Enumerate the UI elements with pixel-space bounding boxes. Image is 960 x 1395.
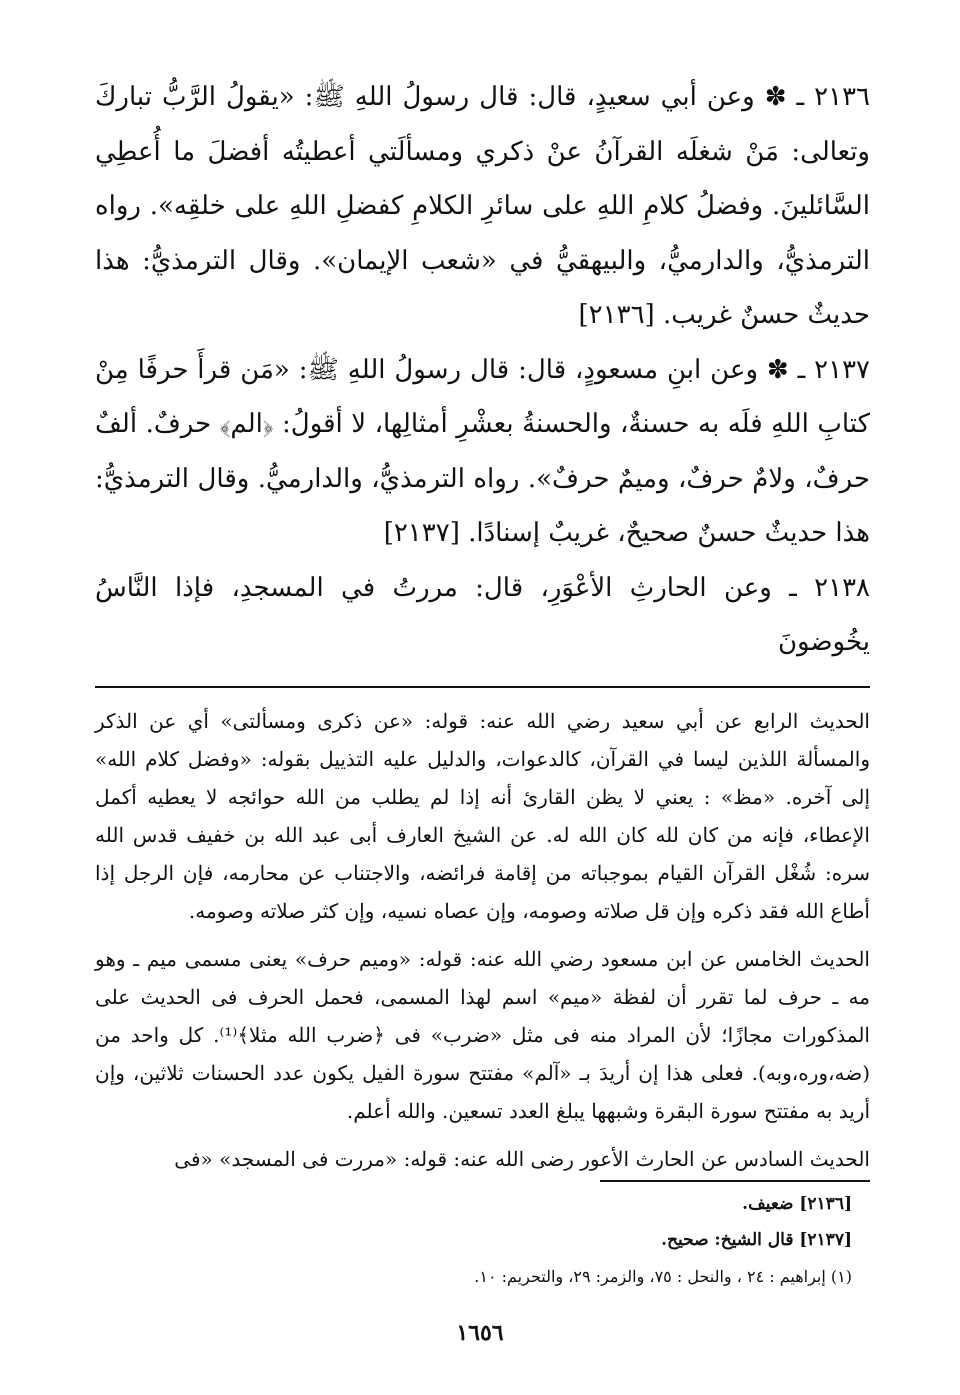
footnote-2137: [٢١٣٧] قال الشيخ: صحيح. (661, 1229, 852, 1250)
main-text-block (95, 70, 870, 1188)
footnote-2136: [٢١٣٦] ضعيف. (742, 1193, 852, 1214)
commentary-paragraph-4: الحديث الرابع عن أبي سعيد رضي الله عنه: قوله: «عن ذكرى ومسألتى» أي عن الذكر والمسألة اللذين ليسا في القرآن، كالدعوات، والدليل عليه التذييل بقوله: «وفضل كلام الله» إلى آخره. «مظ» : يعني لا يظن القارئ أنه إذا لم يطلب من الله حوائجه لا يعطيه أكمل الإعطاء، فإنه من كان لله كان الله له. عن الشيخ العارف أبى عبد الله بن خفيف قدس الله سره: شُغْل القرآن القيام بموجباته من إقامة فرائضه، والاجتناب عن محارمه، فإن الرجل إذا أطاع الله فقد ذكره وإن قل صلاته وصومه، وإن عصاه نسيه، وإن كثر صلاته وصومه. (95, 708, 871, 923)
footnote-1: (١) إبراهيم : ٢٤ ، والنحل : ٧٥، والزمر: ٢٩، والتحريم: ١٠. (474, 1266, 852, 1286)
hadith-2137: ٢١٣٧ ـ ✽ وعن ابنِ مسعودٍ، قال: قال رسولُ اللهِ ﷺ: «مَن قرأَ حرفًا مِنْ كتابِ اللهِ فلَه به حسنةٌ، والحسنةُ بعشْرِ أمثالِها، لا أقولُ: ﴿الم﴾ حرفٌ. ألفٌ حرفٌ، ولامٌ حرفٌ، وميمٌ حرفٌ». رواه الترمذيُّ، والدارميُّ. وقال الترمذيُّ: هذا حديثٌ حسنٌ صحيحٌ، غريبٌ إسنادًا. [٢١٣٧] (95, 354, 870, 548)
commentary-paragraph-5: الحديث الخامس عن ابن مسعود رضي الله عنه: قوله: «وميم حرف» يعنى مسمى ميم ـ وهو مه ـ حرف لما تقرر أن لفظة «ميم» اسم لهذا المسمى، فحمل الحرف فى الحديث على المذكورات مجازًا؛ لأن المراد منه فى مثل «ضرب» فى ﴿ضرب الله مثلا﴾⁽¹⁾. كل واحد من (ضه،وره،وبه). فعلى هذا إن أريدَ بـ «آلم» مفتتح سورة الفيل يكون عدد الحسنات ثلاثين، وإن أريد به مفتتح سورة البقرة وشبهها يبلغ العدد تسعين. والله أعلم. (95, 946, 870, 1123)
commentary-divider (95, 686, 870, 688)
hadith-2138: ٢١٣٨ ـ وعن الحارثِ الأعْوَرِ، قال: مررتُ في المسجدِ، فإذا النَّاسُ يخُوضونَ (95, 572, 870, 657)
commentary-paragraph-6: الحديث السادس عن الحارث الأعور رضى الله عنه: قوله: «مررت فى المسجد» «فى (174, 1146, 870, 1171)
hadith-2136: ٢١٣٦ ـ ✽ وعن أبي سعيدٍ، قال: قال رسولُ اللهِ ﷺ: «يقولُ الرَّبُّ تباركَ وتعالى: مَنْ شغلَه القرآنُ عنْ ذكري ومسألَتي أعطيتُه أفضلَ ما أُعطِي السَّائلينَ. وفضلُ كلامِ اللهِ على سائرِ الكلامِ كفضلِ اللهِ على خلقِه». رواه الترمذيُّ، والدارميُّ، والبيهقيُّ في «شعب الإيمان». وقال الترمذيُّ: هذا حديثٌ حسنٌ غريب. [٢١٣٦] (95, 82, 870, 330)
footnotes-block (95, 1180, 870, 1290)
page-number: ١٦٥٦ (456, 1320, 504, 1346)
footnote-divider (600, 1180, 870, 1182)
